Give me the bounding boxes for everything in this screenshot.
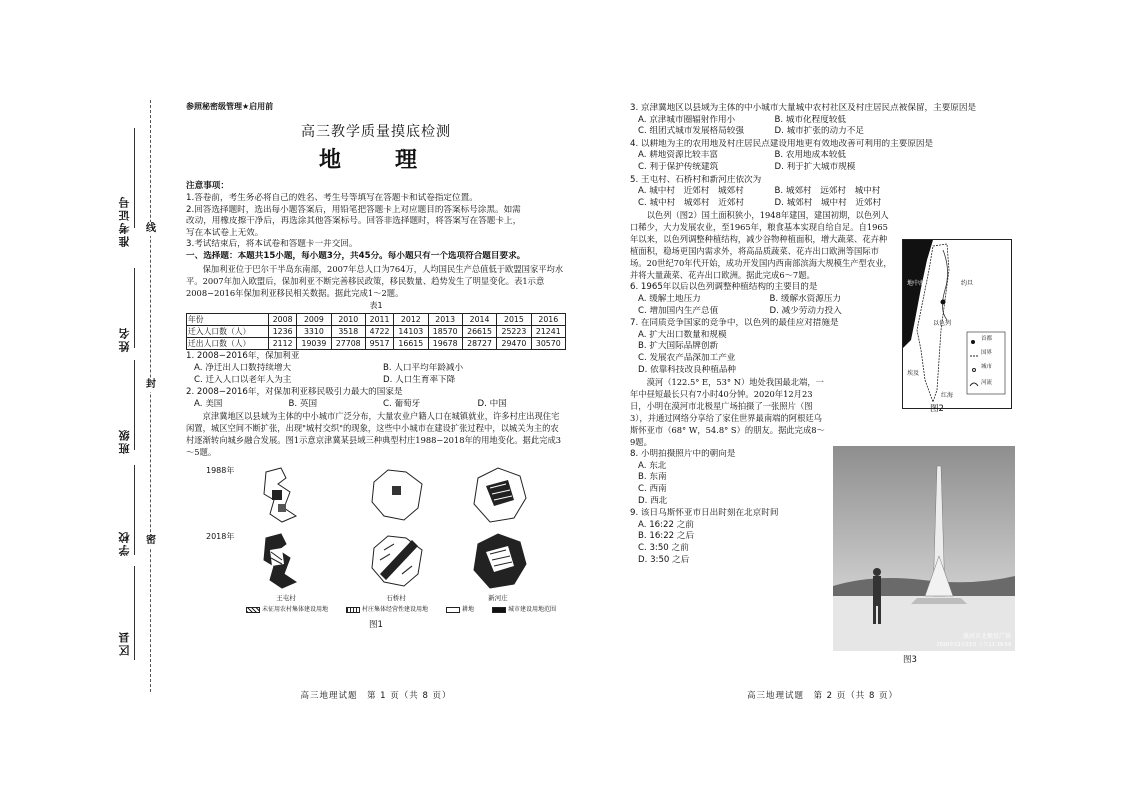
label-israel: 以色列 xyxy=(933,320,952,327)
option: D. 西北 xyxy=(638,495,668,506)
option: A. 京津城市圈辐射作用小 xyxy=(638,114,736,125)
legend-capital-label: 首都 xyxy=(981,336,993,342)
option: D. 减少劳动力投入 xyxy=(769,305,842,316)
option: B. 东南 xyxy=(638,472,667,483)
class-label: 班级 xyxy=(118,428,131,454)
person-leg-left xyxy=(873,606,876,624)
question-4: 4. 以耕地为主的农用地及村庄居民点建设用地更有效地改善可利用的主要原因是 xyxy=(630,138,934,149)
table-cell: 1236 xyxy=(269,326,297,338)
table-cell: 2112 xyxy=(269,338,297,350)
figure-1-village-maps xyxy=(186,462,566,632)
notice-heading: 注意事项： xyxy=(186,181,229,192)
question-6-options xyxy=(630,294,895,317)
photo-stamp-date: 2020年12月23日 上午11:39:59 xyxy=(936,642,1011,649)
cut-dashed-line xyxy=(150,100,151,692)
table-cell: 2015 xyxy=(497,314,531,326)
notice-line: 1.答卷前，考生务必将自己的姓名、考生号等填写在答题卡和试卷指定位置。 xyxy=(186,192,478,203)
option: A. 16:22 之前 xyxy=(638,519,694,530)
table-row xyxy=(187,326,566,338)
option: A. 缓解土地压力 xyxy=(638,294,701,305)
question-7-options xyxy=(630,330,895,376)
page-2 xyxy=(630,102,1015,702)
question-5-options xyxy=(630,186,905,209)
option: B. 16:22 之后 xyxy=(638,531,695,542)
table-cell: 2014 xyxy=(462,314,496,326)
sky xyxy=(833,446,1015,596)
table-cell: 2016 xyxy=(531,314,565,326)
table-cell: 26615 xyxy=(462,326,496,338)
village-label-xinhe: 新河庄 xyxy=(488,594,508,603)
option: C. 组团式城市发展格局较强 xyxy=(638,126,744,137)
option: D. 依靠科技改良种植品种 xyxy=(638,364,737,375)
photo-stamp-place: 漠河市北极星广场 xyxy=(962,632,1011,640)
option: C. 西南 xyxy=(638,484,667,495)
photo-scene-svg xyxy=(833,446,1015,651)
village-wangtun-1988-map xyxy=(256,464,316,526)
question-4-options xyxy=(630,150,905,173)
legend-river-label: 河流 xyxy=(981,380,993,386)
person-head xyxy=(873,568,881,576)
legend-border-label: 国界 xyxy=(981,350,993,356)
figure-3-photo xyxy=(833,446,1015,651)
question-3-options xyxy=(630,115,905,138)
option: B. 城郊村 远郊村 城中村 xyxy=(774,186,881,197)
question-1: 1. 2008−2016年，保加利亚 xyxy=(186,351,300,362)
question-9: 9. 该日乌斯怀亚市日出时刻在北京时间 xyxy=(630,508,779,519)
passage-bulgaria: 保加利亚位于巴尔干半岛东南部，2007年总人口为764万，人均国民生产总值低于欧盟国家平均水平。2007年加入欧盟后，保加利亚不断完善移民政策，移民数量、趋势发生了明显变化。表1示意2008−2016年保加利亚移民相关数据。据此完成1～2题。 xyxy=(186,263,564,298)
village-xinhe-2018-map xyxy=(468,530,530,594)
page-1 xyxy=(186,102,566,702)
table-cell: 2010 xyxy=(331,314,365,326)
table-cell: 29470 xyxy=(497,338,531,350)
israel-map-svg xyxy=(903,240,1011,408)
legend-label: 未征用农村集体建设用地 xyxy=(262,606,329,614)
table-cell: 18570 xyxy=(428,326,462,338)
table-cell: 16615 xyxy=(394,338,428,350)
legend-item xyxy=(492,606,556,614)
option: C. 增加国内生产总值 xyxy=(638,305,719,316)
binding-margin xyxy=(0,0,165,794)
table-cell: 14103 xyxy=(394,326,428,338)
exam-id-label: 准考证号 xyxy=(118,195,131,247)
notice-line: 3.考试结束后，将本试卷和答题卡一并交回。 xyxy=(186,239,358,250)
option: B. 人口平均年龄减小 xyxy=(383,362,464,373)
option: B. 农用地成本较低 xyxy=(774,150,847,161)
option: C. 城中村 城郊村 近郊村 xyxy=(638,197,744,208)
passage-mohe: 漠河（122.5° E，53° N）地处我国最北端，一年中昼短最长只有7小时40分钟。2020年12月23日，小明在漠河市北极星广场拍摄了一张照片（图3），并通过网络分享给了家住世界最南端的阿根廷乌斯怀亚市（68° W，54.8° S）的朋友。据此完成8～9题。 xyxy=(630,377,825,448)
village-wangtun-2018-map xyxy=(256,530,316,594)
legend-item xyxy=(246,606,328,614)
table-cell: 迁出人口数（人） xyxy=(187,338,269,350)
option: D. 城市扩张的动力不足 xyxy=(774,126,864,137)
table-cell: 2011 xyxy=(365,314,393,326)
legend-city-label: 城市 xyxy=(981,364,993,370)
table-cell: 2008 xyxy=(269,314,297,326)
question-7: 7. 在同质竞争国家的竞争中，以色列的最佳应对措施是 xyxy=(630,318,839,329)
table-cell: 9517 xyxy=(365,338,393,350)
option: C. 利于保护传统建筑 xyxy=(638,161,719,172)
table-cell: 30570 xyxy=(531,338,565,350)
option: D. 中国 xyxy=(477,398,507,409)
option: A. 扩大出口数量和规模 xyxy=(638,329,727,340)
question-3: 3. 京津冀地区以县域为主体的中小城市大量城中农村社区及村庄居民点被保留，主要原因是 xyxy=(630,103,977,113)
figure-2-caption: 图2 xyxy=(930,404,944,414)
option: A. 净迁出人口数持续增大 xyxy=(194,362,292,373)
passage-jingjinji: 京津冀地区以县域为主体的中小城市广泛分布，大量农业户籍人口在城镇就业，许多村庄出现住宅闲置，城区空间不断扩张，出现"城村交织"的现象，这些中小城市在建设扩张过程中，以城关为主的农村逐渐转向城乡融合发展。图1示意京津冀某县域三种典型村庄1988−2018年的用地变化。据此完成3～5题。 xyxy=(186,411,562,458)
label-jordan: 约旦 xyxy=(961,280,974,287)
question-8: 8. 小明拍摄照片中的朝向是 xyxy=(630,449,736,460)
label-red-sea: 红海 xyxy=(941,392,954,399)
page-2-footer: 高三地理试题 第 2 页（共 8 页） xyxy=(746,690,899,701)
question-2: 2. 2008−2016年，对保加利亚移民吸引力最大的国家是 xyxy=(186,387,403,398)
name-line xyxy=(134,268,135,348)
exam-id-line xyxy=(134,128,135,228)
table-cell: 28727 xyxy=(462,338,496,350)
table-cell: 21241 xyxy=(531,326,565,338)
legend-swatch-striped xyxy=(346,607,360,613)
secret-level: 参照秘密级管理★启用前 xyxy=(186,102,274,111)
option: A. 耕地资源比较丰富 xyxy=(638,150,718,161)
option: D. 3:50 之后 xyxy=(638,554,690,565)
exam-title: 高三教学质量摸底检测 xyxy=(301,123,451,140)
option: D. 利于扩大城市规模 xyxy=(774,161,856,172)
question-6: 6. 1965年以后以色列调整种植结构的主要目的是 xyxy=(630,282,818,293)
table-cell: 19039 xyxy=(297,338,331,350)
option: A. 城中村 近郊村 城郊村 xyxy=(638,186,744,197)
legend-capital-symbol xyxy=(971,340,975,344)
table-cell: 2009 xyxy=(297,314,331,326)
sea-shape xyxy=(903,240,933,348)
legend-item xyxy=(446,606,474,614)
option: A. 美国 xyxy=(194,398,223,409)
table-row xyxy=(187,338,566,350)
cut-mark-secret: 密 xyxy=(146,535,156,546)
option: A. 东北 xyxy=(638,460,667,471)
subject-title: 地 理 xyxy=(318,146,433,173)
legend-swatch-empty xyxy=(446,607,460,613)
figure-1-caption: 图1 xyxy=(369,620,383,631)
table-cell: 迁入人口数（人） xyxy=(187,326,269,338)
table-cell: 3518 xyxy=(331,326,365,338)
table-cell: 19678 xyxy=(428,338,462,350)
option: C. 葡萄牙 xyxy=(383,398,421,409)
cut-mark-seal: 封 xyxy=(146,379,156,390)
cut-mark-line: 线 xyxy=(146,223,156,234)
figure-2-israel-map xyxy=(902,239,1012,409)
figure-1-legend xyxy=(246,606,556,614)
question-2-options xyxy=(186,399,566,411)
figure-3-caption: 图3 xyxy=(903,655,917,665)
village-shiqiao-1988-map xyxy=(366,464,428,526)
village-label-shiqiao: 石桥村 xyxy=(386,594,406,603)
table-cell: 27708 xyxy=(331,338,365,350)
person-body xyxy=(873,576,881,606)
option: B. 英国 xyxy=(288,398,318,409)
option: C. 3:50 之前 xyxy=(638,543,689,554)
option: C. 迁入人口以老年人为主 xyxy=(194,374,292,385)
question-5: 5. 王屯村、石桥村和新河庄依次为 xyxy=(630,174,762,185)
legend-label: 村庄集体经营性建设用地 xyxy=(361,606,428,614)
table-cell: 3310 xyxy=(297,326,331,338)
year-label-1988: 1988年 xyxy=(206,466,235,476)
option: B. 城市化程度较低 xyxy=(774,114,847,125)
legend-item xyxy=(346,606,428,614)
district-label: 区县 xyxy=(118,630,131,656)
table-cell: 年份 xyxy=(187,314,269,326)
village-xinhe-1988-map xyxy=(468,464,530,526)
legend-swatch-hatched xyxy=(246,607,260,613)
notice-line: 改动，用橡皮擦干净后，再选涂其他答案标号。回答非选择题时，将答案写在答题卡上， xyxy=(186,216,522,227)
option: B. 缓解水资源压力 xyxy=(769,294,842,305)
table-caption: 表1 xyxy=(369,300,383,310)
page-1-footer: 高三地理试题 第 1 页（共 8 页） xyxy=(300,690,452,701)
name-label: 姓名 xyxy=(118,326,131,352)
table-cell: 2012 xyxy=(394,314,428,326)
district-line xyxy=(134,566,135,660)
capital-marker xyxy=(941,300,946,305)
legend-swatch-solid xyxy=(492,607,506,613)
section-heading: 一、选择题：本题共15小题，每小题3分，共45分。每小题只有一个选项符合题目要求。 xyxy=(186,250,526,261)
option: C. 发展农产品深加工产业 xyxy=(638,353,736,363)
option: D. 城郊村 城中村 近郊村 xyxy=(774,197,882,208)
village-shiqiao-2018-map xyxy=(366,530,428,594)
passage-israel: 以色列（图2）国土面积狭小，1948年建国，建国初期，以色列人口稀少，大力发展农业，至1965年，粮食基本实现自给自足。自1965年以来，以色列调整种植结构，减少谷物种植面积，增大蔬菜、花卉种植面积，稳场更国内需求外，将高品质蔬菜、花卉出口欧洲等国际市场。20世纪70年代开始，成功开发国内西南部滨海大规模生产型农业，并将大量蔬菜、花卉出口欧洲。据此完成6～7题。 xyxy=(630,210,892,281)
monument-plinth xyxy=(911,598,967,604)
notice-line: 写在本试卷上无效。 xyxy=(186,227,264,238)
person-leg-right xyxy=(878,606,881,624)
school-label: 学校 xyxy=(118,530,131,556)
legend-label: 耕地 xyxy=(461,606,474,614)
migration-table xyxy=(186,313,566,350)
table-header-row xyxy=(187,314,566,326)
option: D. 人口生育率下降 xyxy=(383,374,456,385)
school-line xyxy=(134,465,135,555)
notice-line: 2.回答选择题时，选出每小题答案后，用铅笔把答题卡上对应题目的答案标号涂黑。如需 xyxy=(186,204,521,215)
year-label-2018: 2018年 xyxy=(206,532,235,542)
question-1-options xyxy=(186,363,566,386)
legend-label: 城市建设用地范围 xyxy=(507,606,556,614)
table-cell: 25223 xyxy=(497,326,531,338)
table-cell: 2013 xyxy=(428,314,462,326)
table-cell: 4722 xyxy=(365,326,393,338)
label-egypt: 埃及 xyxy=(907,370,920,377)
class-line xyxy=(134,360,135,450)
option: B. 扩大国际品牌创新 xyxy=(638,341,719,352)
label-mediterranean: 地中海 xyxy=(907,280,926,287)
village-label-wangtun: 王屯村 xyxy=(276,594,296,603)
